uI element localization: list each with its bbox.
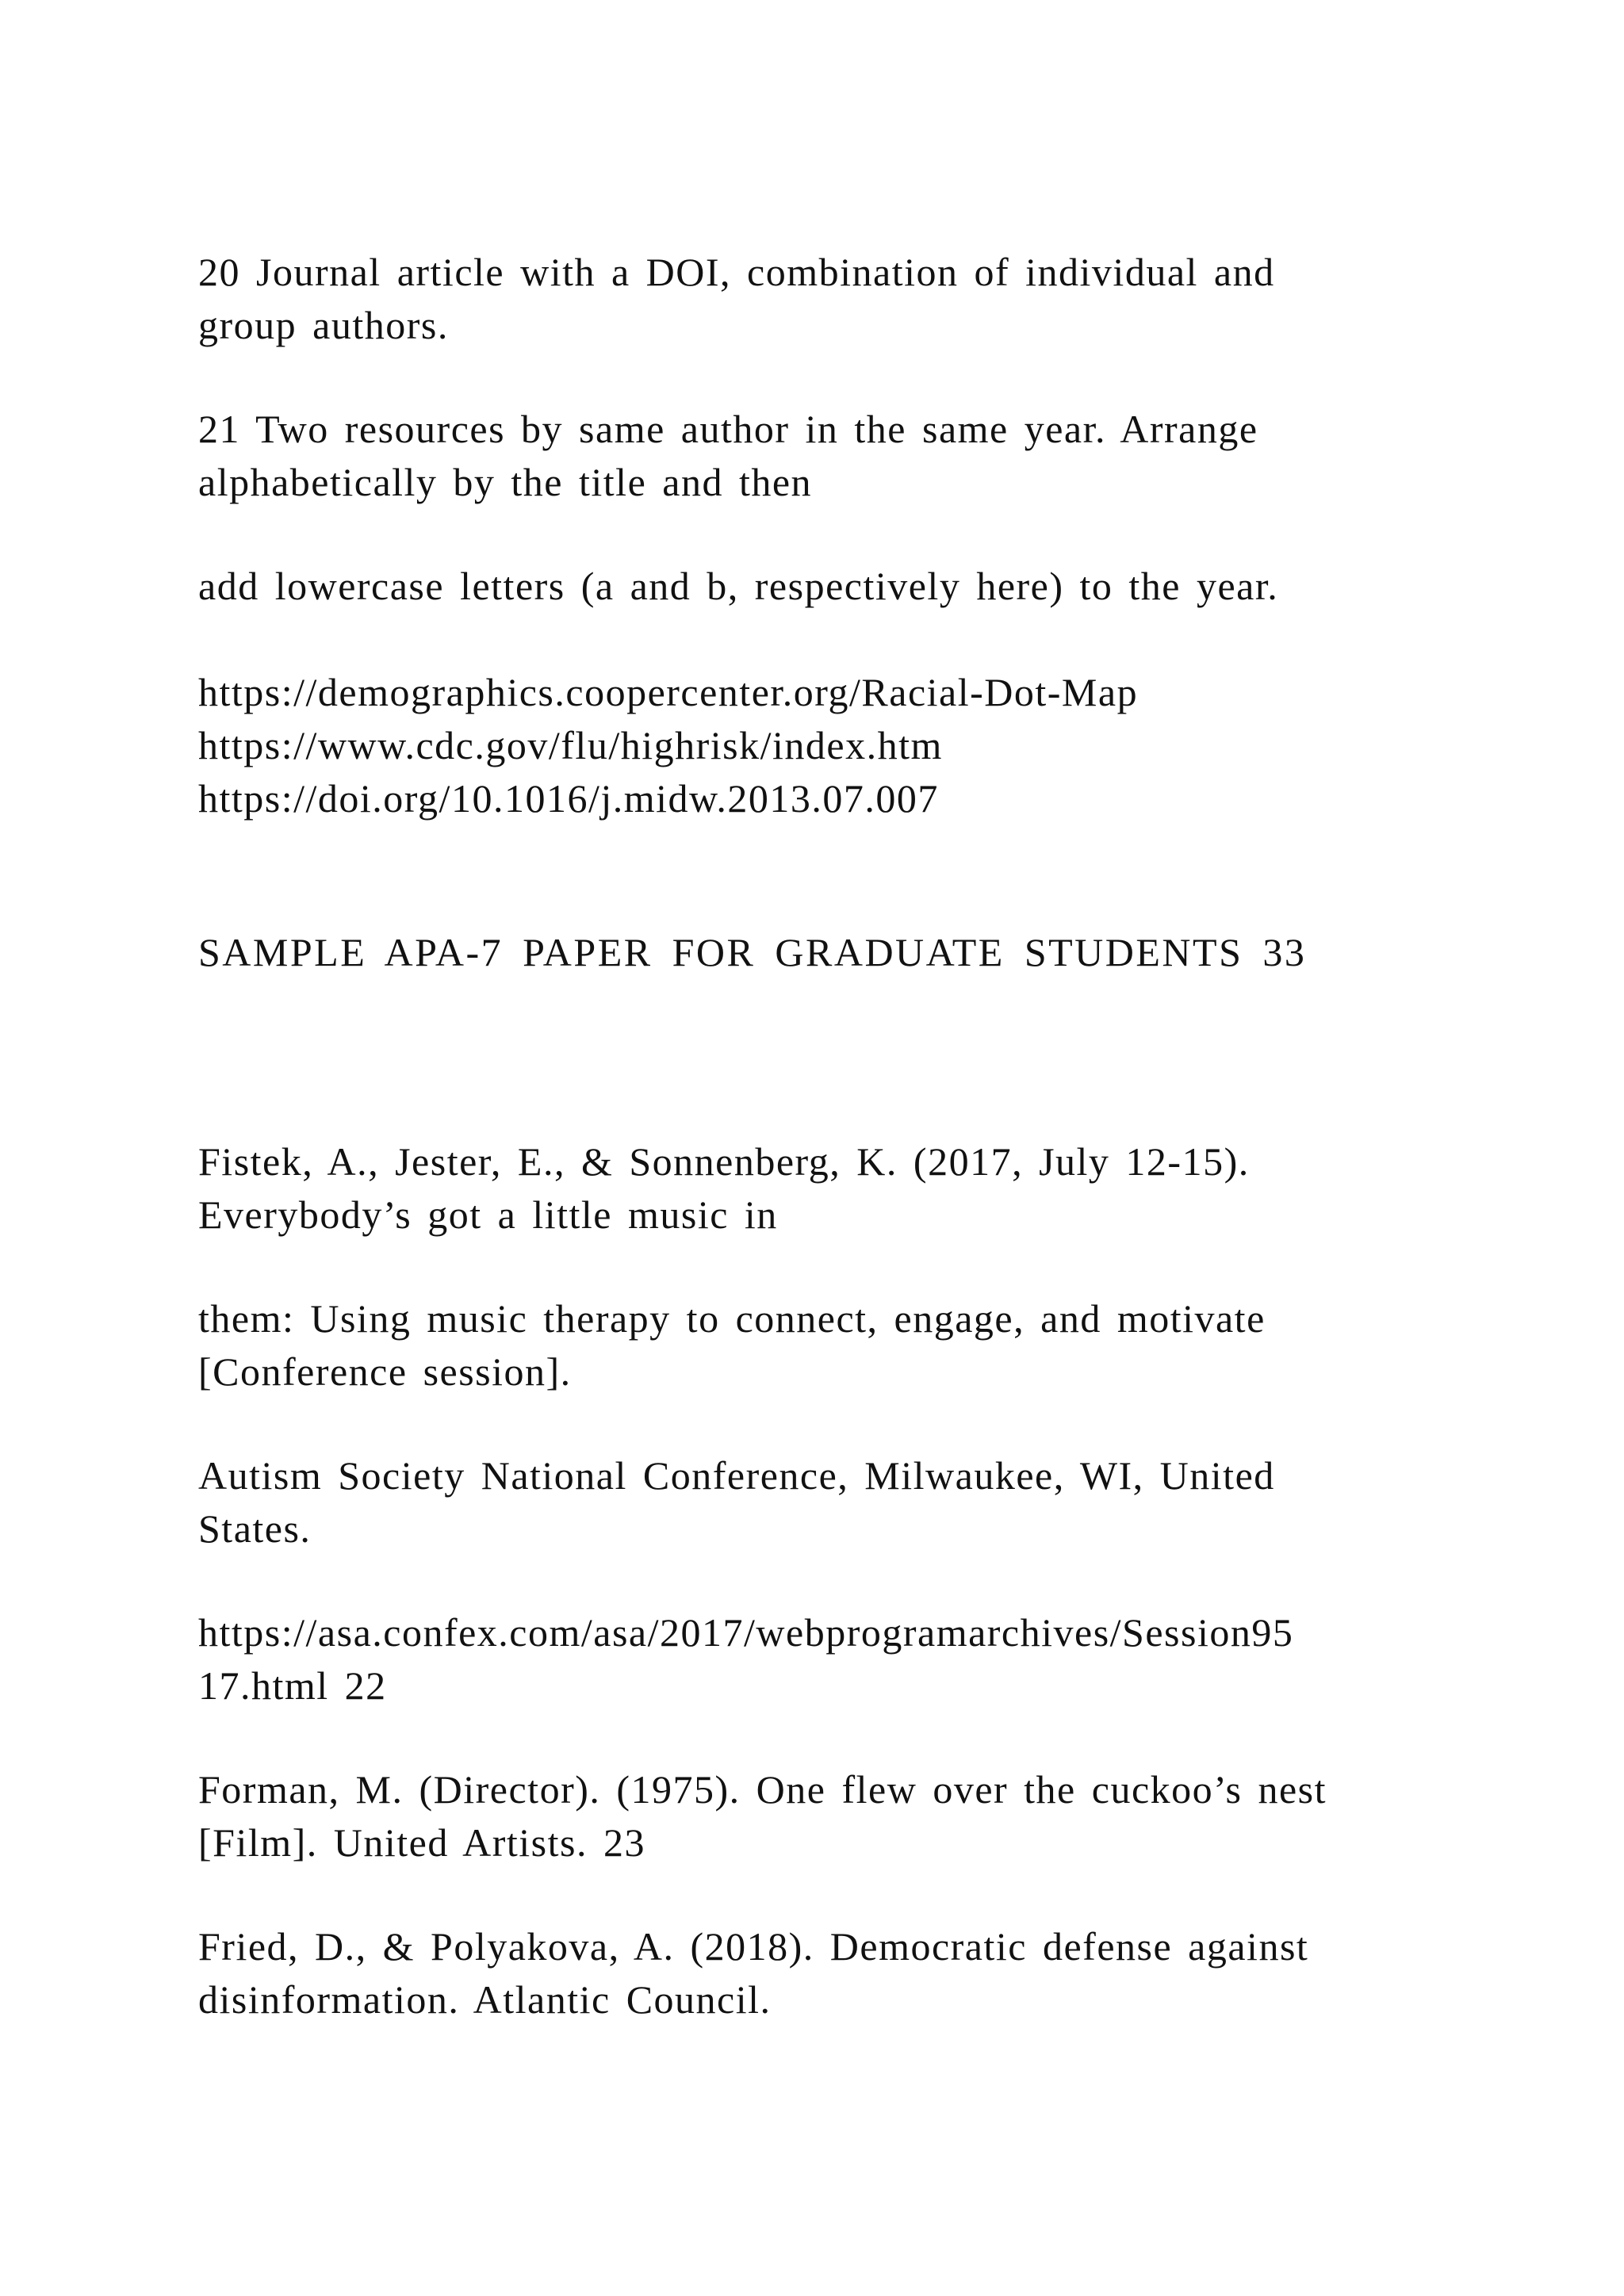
reference-url-line[interactable]: https://asa.confex.com/asa/2017/webprogramarchives/Session95 <box>198 1610 1294 1655</box>
url-line[interactable]: https://www.cdc.gov/flu/highrisk/index.htm <box>198 723 943 767</box>
footnote-line: alphabetically by the title and then <box>198 460 813 504</box>
footnote-line: add lowercase letters (a and b, respectively here) to the year. <box>198 564 1279 608</box>
reference-line: [Film]. United Artists. 23 <box>198 1820 645 1865</box>
reference-line: Autism Society National Conference, Milwaukee, WI, United <box>198 1453 1275 1498</box>
url-line[interactable]: https://doi.org/10.1016/j.midw.2013.07.007 <box>198 776 939 821</box>
reference-line: Forman, M. (Director). (1975). One flew over the cuckoo’s nest <box>198 1767 1327 1812</box>
footnote-line: 20 Journal article with a DOI, combination of individual and <box>198 250 1275 294</box>
url-list <box>198 666 1435 825</box>
footnote-21-continued <box>198 560 1435 613</box>
footnote-line: group authors. <box>198 303 449 347</box>
reference-line: them: Using music therapy to connect, engage, and motivate <box>198 1296 1266 1341</box>
reference-fistek-continued <box>198 1292 1435 1399</box>
footnote-line: 21 Two resources by same author in the same year. Arrange <box>198 407 1258 451</box>
reference-forman <box>198 1763 1435 1869</box>
reference-line: disinformation. Atlantic Council. <box>198 1977 772 2022</box>
reference-line: [Conference session]. <box>198 1349 572 1394</box>
reference-fistek-url <box>198 1606 1435 1712</box>
url-line[interactable]: https://demographics.coopercenter.org/Racial-Dot-Map <box>198 670 1139 714</box>
reference-fistek-venue <box>198 1449 1435 1556</box>
reference-fried <box>198 1920 1435 2026</box>
running-head <box>198 926 1435 979</box>
reference-line: Fried, D., & Polyakova, A. (2018). Democratic defense against <box>198 1924 1309 1969</box>
reference-fistek <box>198 1135 1435 1242</box>
reference-url-line[interactable]: 17.html 22 <box>198 1663 387 1708</box>
footnote-20 <box>198 246 1435 352</box>
footnote-21 <box>198 403 1435 509</box>
running-head-text: SAMPLE APA-7 PAPER FOR GRADUATE STUDENTS 33 <box>198 930 1307 974</box>
reference-line: Fistek, A., Jester, E., & Sonnenberg, K. (2017, July 12-15). <box>198 1139 1250 1184</box>
reference-line: Everybody’s got a little music in <box>198 1192 778 1237</box>
reference-line: States. <box>198 1506 312 1551</box>
